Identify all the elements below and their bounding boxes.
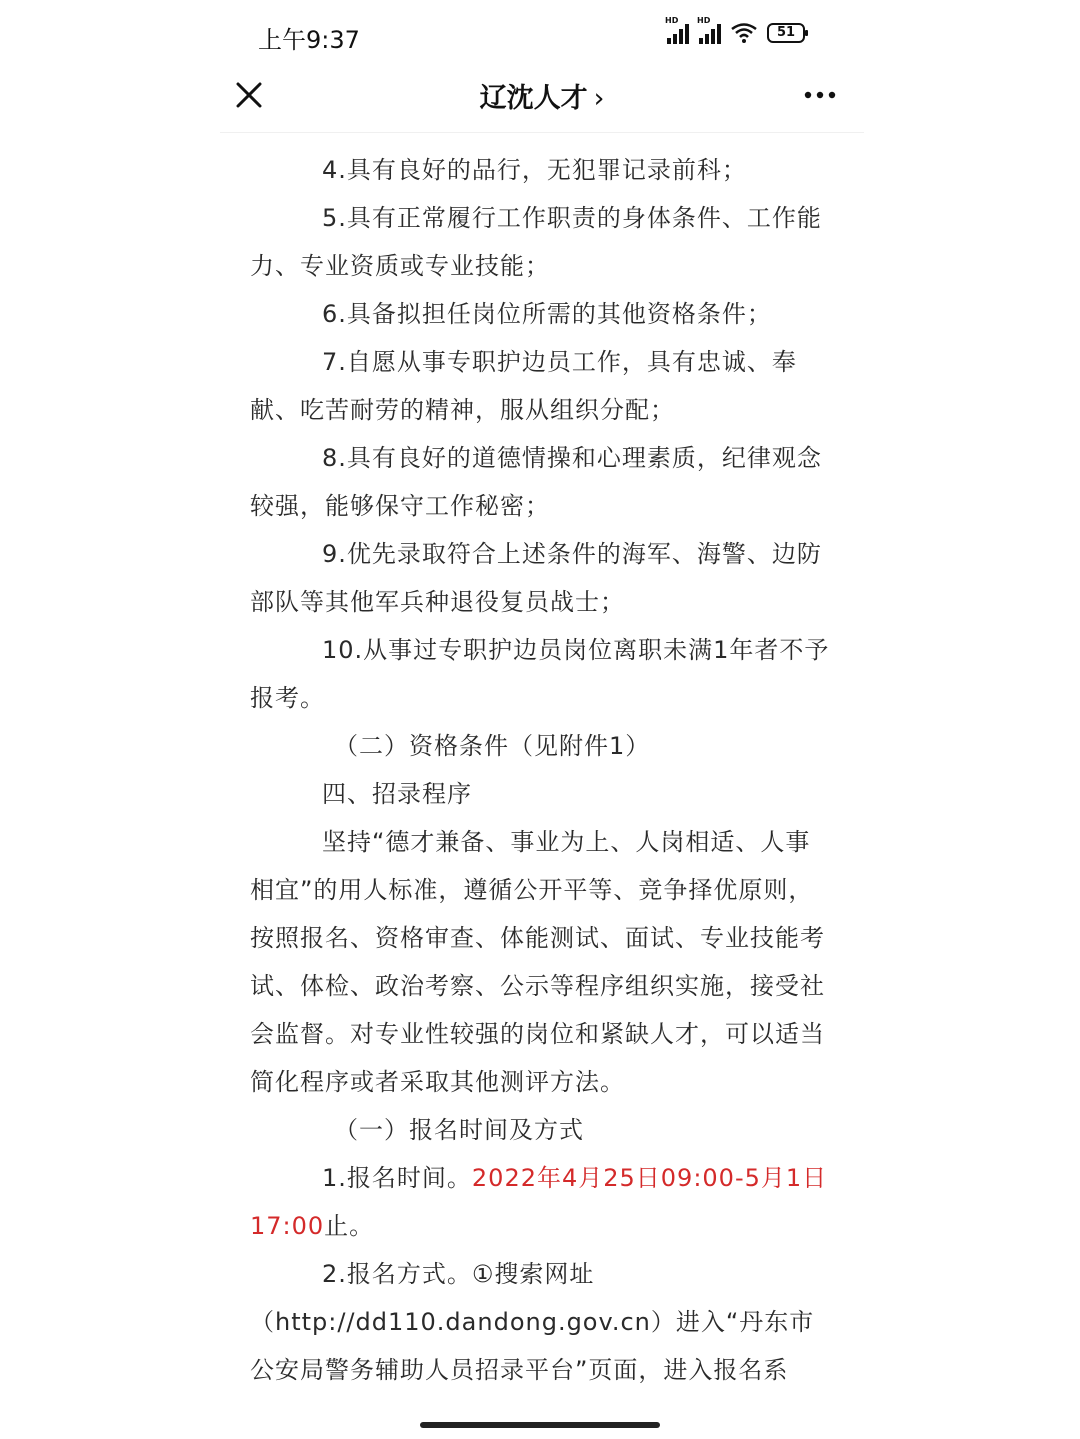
- paragraph-requirement-8: 8.具有良好的道德情操和心理素质，纪律观念较强，能够保守工作秘密；: [250, 444, 822, 520]
- article-body: [250, 146, 830, 1410]
- paragraph-requirement-7: 7.自愿从事专职护边员工作，具有忠诚、奉献、吃苦耐劳的精神，服从组织分配；: [250, 348, 797, 424]
- registration-time-label: 1.报名时间。: [322, 1164, 472, 1192]
- signal-icon-2: [697, 16, 721, 44]
- status-time: 上午9:37: [258, 26, 360, 54]
- status-bar: [0, 0, 1080, 70]
- section-procedure-heading: 四、招录程序: [322, 780, 472, 808]
- paragraph-registration-time: [250, 1154, 830, 1250]
- paragraph-registration-method: 2.报名方式。①搜索网址（http://dd110.dandong.gov.cn）进入“丹东市公安局警务辅助人员招录平台”页面，进入报名系: [250, 1260, 815, 1384]
- chevron-right-icon: ›: [593, 83, 605, 114]
- battery-icon: [767, 22, 809, 44]
- home-indicator[interactable]: [420, 1422, 660, 1428]
- status-icons: [665, 16, 809, 44]
- signal-icon: [665, 16, 689, 44]
- paragraph-procedure: 坚持“德才兼备、事业为上、人岗相适、人事相宜”的用人标准，遵循公开平等、竞争择优原则，按照报名、资格审查、体能测试、面试、专业技能考试、体检、政治考察、公示等程序组织实施，接受社会监督。对专业性较强的岗位和紧缺人才，可以适当简化程序或者采取其他测评方法。: [250, 828, 825, 1096]
- section-qualification-heading: （二）资格条件（见附件1）: [334, 732, 651, 760]
- more-icon: [802, 80, 838, 110]
- paragraph-requirement-6: 6.具备拟担任岗位所需的其他资格条件；: [322, 300, 772, 328]
- account-title-link[interactable]: [220, 76, 864, 115]
- battery-level: 51: [776, 25, 796, 40]
- paragraph-requirement-5: 5.具有正常履行工作职责的身体条件、工作能力、专业资质或专业技能；: [250, 204, 822, 280]
- more-button[interactable]: [802, 80, 838, 110]
- network-type-label: HD: [665, 16, 679, 25]
- network-type-label-2: HD: [697, 16, 711, 25]
- paragraph-requirement-9: 9.优先录取符合上述条件的海军、海警、边防部队等其他军兵种退役复员战士；: [250, 540, 822, 616]
- paragraph-requirement-4: 4.具有良好的品行，无犯罪记录前科；: [322, 156, 747, 184]
- paragraph-requirement-10: 10.从事过专职护边员岗位离职未满1年者不予报考。: [250, 636, 830, 712]
- title-bar: [220, 64, 864, 133]
- section-registration-heading: （一）报名时间及方式: [334, 1116, 584, 1144]
- page-title: 辽沈人才: [479, 83, 588, 114]
- registration-time-value: 2022年4月25日09:00-5月1日17:00: [250, 1164, 828, 1240]
- registration-time-suffix: 止。: [324, 1212, 375, 1240]
- wifi-icon: [731, 23, 757, 43]
